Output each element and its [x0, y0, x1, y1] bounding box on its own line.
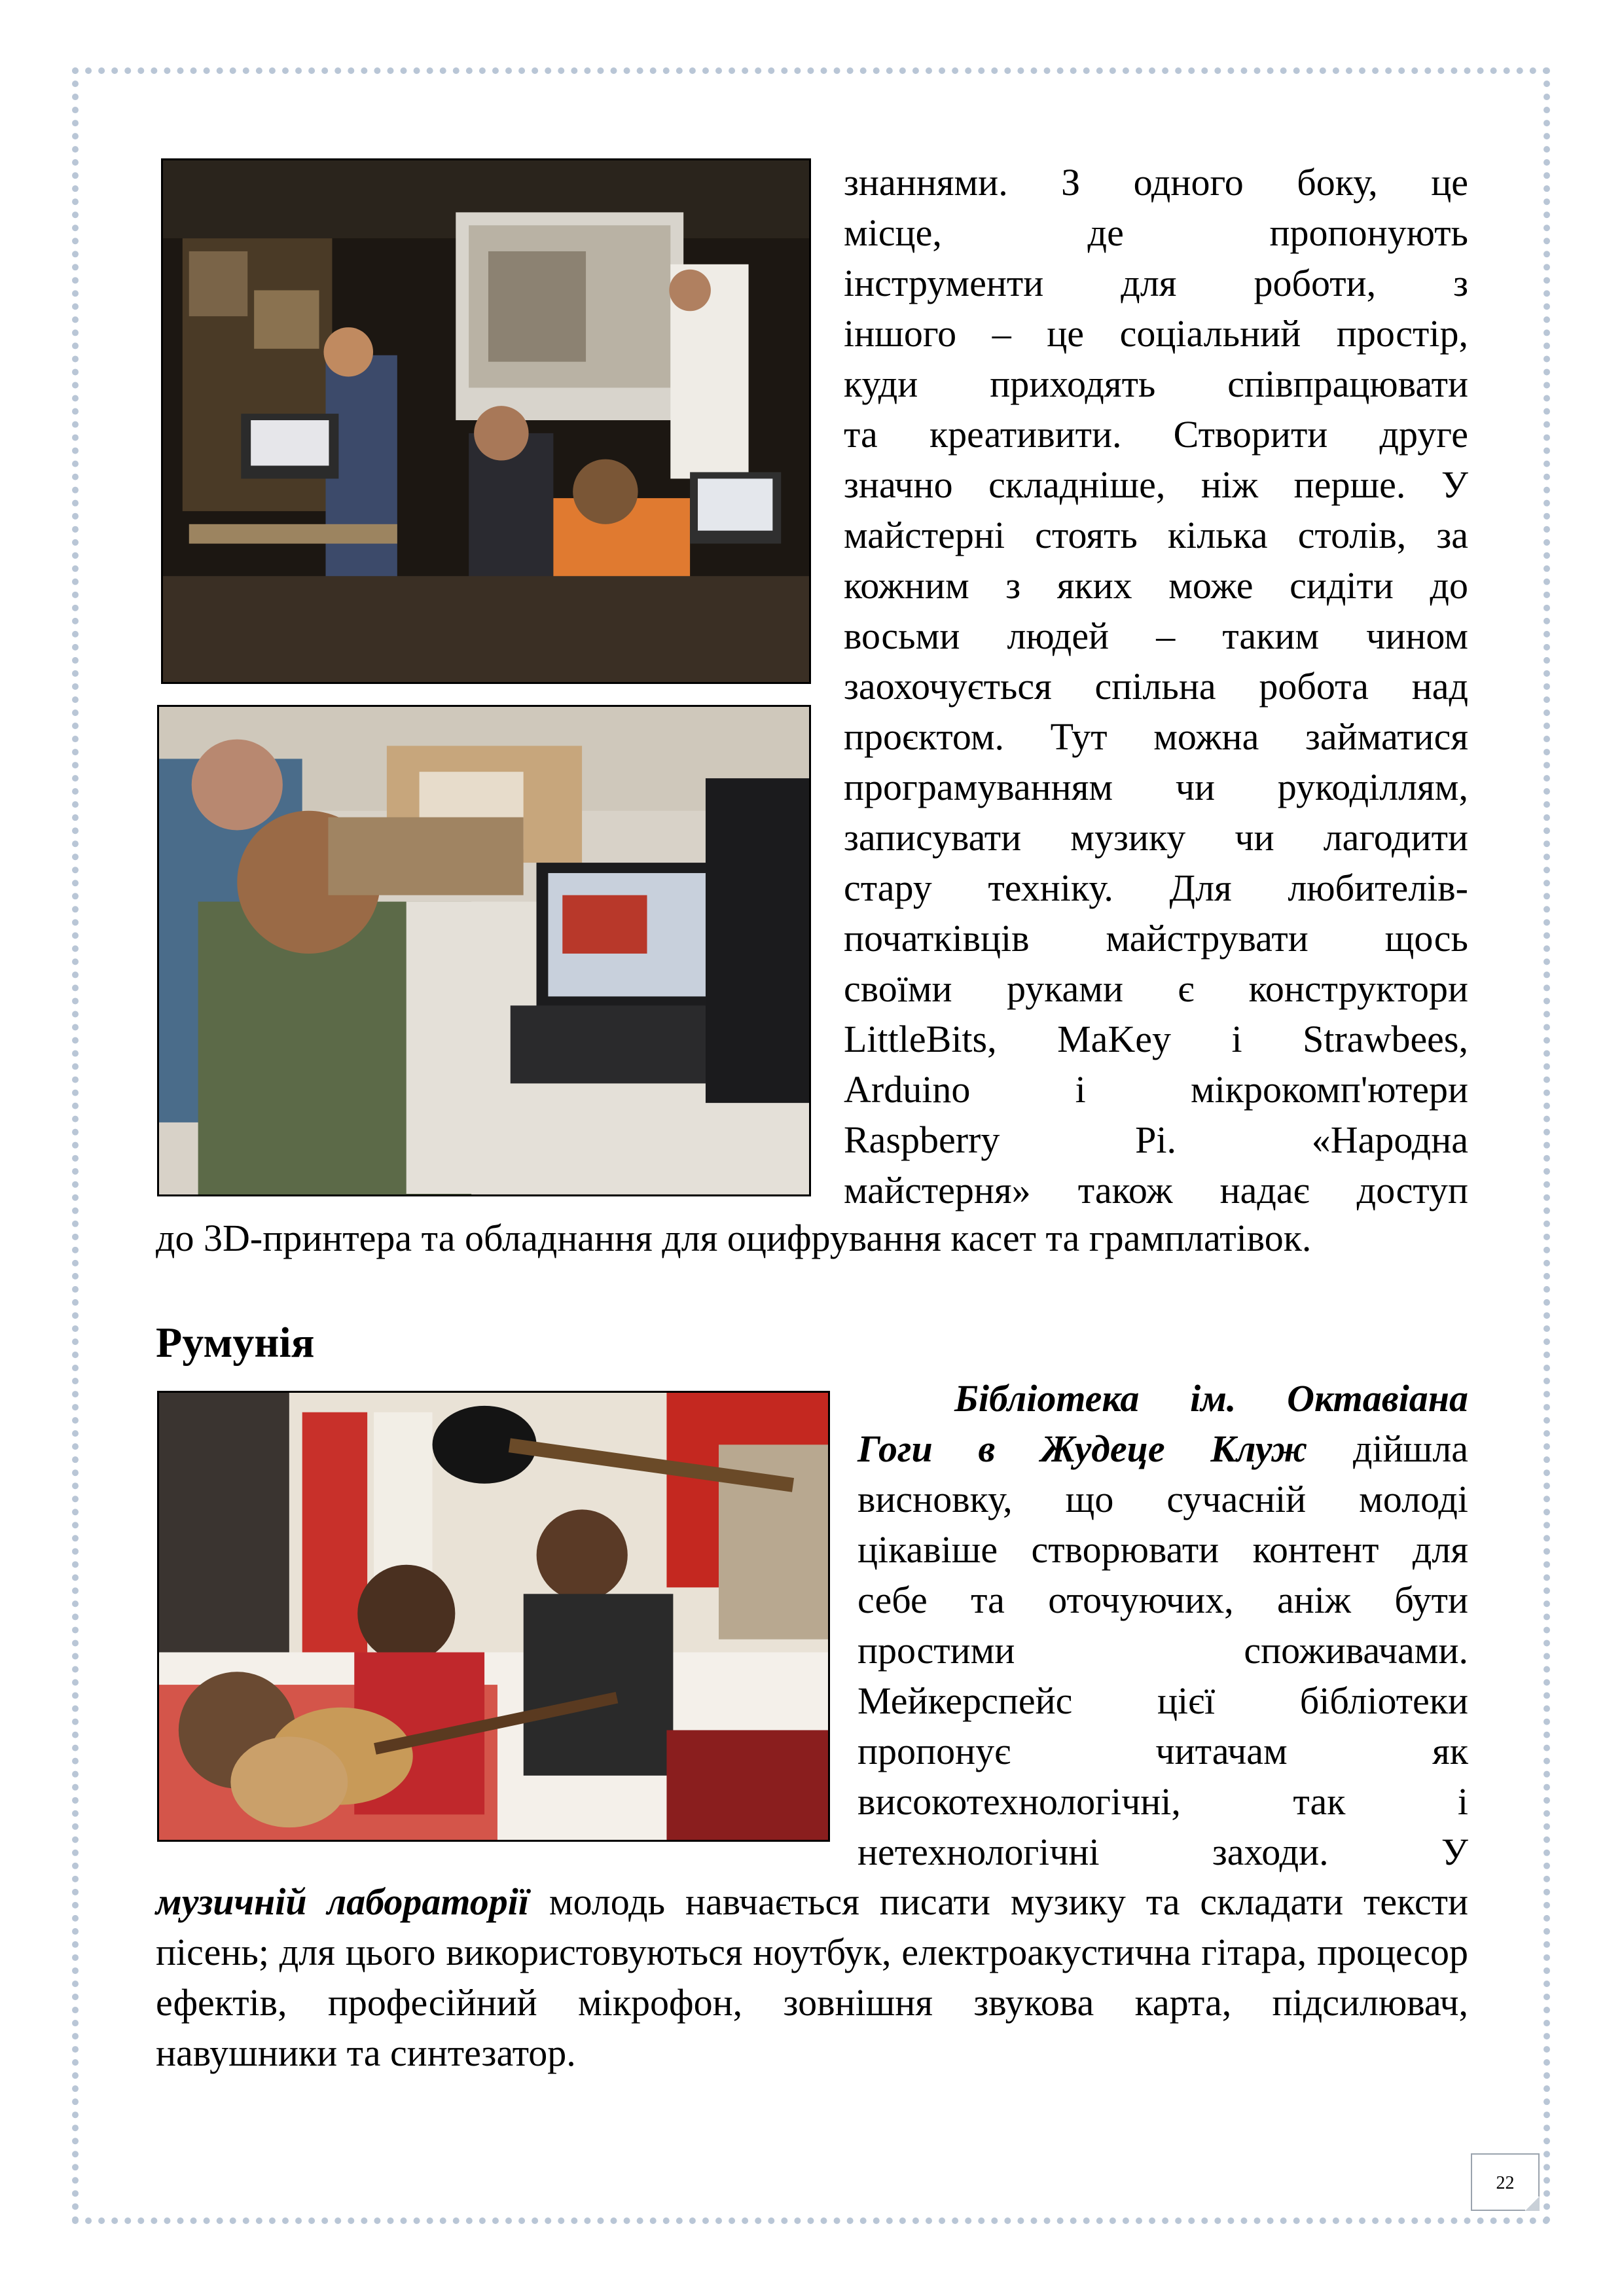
text-column-makerspace [844, 157, 1468, 1215]
col1-line: значно складніше, ніж перше. У [844, 463, 1468, 506]
photo-workshop-projector [161, 158, 811, 684]
paragraph-text: до 3D-принтера та обладнання для оцифрування касет та грамплатівок. [156, 1217, 1312, 1259]
photo-music-lab-guitars [157, 1391, 830, 1842]
library-name: Бібліотека ім. Октавіана Гоги в Жудеце Клуж [857, 1377, 1468, 1470]
col1-line: кожним з яких може сидіти до [844, 564, 1468, 607]
paragraph-text: молодь навчається писати музику та складати тексти пісень; для цього використовуються ноутбук, електроакустична гітара, процесор ефектів, професійний мікрофон, зовнішня звукова карта, підсилювач, навушники та синтезатор. [156, 1880, 1468, 2074]
text-column-romania [857, 1373, 1468, 1877]
section-heading-romania: Румунія [156, 1319, 315, 1367]
music-lab-term: музичній лабораторії [156, 1880, 530, 1923]
col1-line: та креативити. Створити друге [844, 413, 1468, 456]
col1-line: майстерні стоять кілька столів, за [844, 514, 1468, 556]
col1-line: інструменти для роботи, з [844, 262, 1468, 304]
paragraph-continuation [156, 1213, 1468, 1263]
col1-line: заохочується спільна робота над [844, 665, 1468, 708]
page-number: 22 [1471, 2153, 1540, 2211]
col1-line: проєктом. Тут можна займатися [844, 715, 1468, 758]
col1-line: початківців майструвати щось [844, 917, 1468, 960]
paragraph-romania [857, 1373, 1468, 1877]
col1-line: стару техніку. Для любителів- [844, 867, 1468, 909]
col1-line: програмуванням чи рукоділлям, [844, 766, 1468, 808]
col1-line: майстерня» також надає доступ [844, 1169, 1468, 1211]
paragraph-music-lab [156, 1876, 1468, 2078]
col1-line: іншого – це соціальний простір, [844, 312, 1468, 355]
col1-line: куди приходять співпрацювати [844, 363, 1468, 405]
col1-line: восьми людей – таким чином [844, 615, 1468, 657]
col1-line: Arduino і мікрокомп'ютери [844, 1068, 1468, 1111]
col1-line: знаннями. З одного боку, це [844, 161, 1468, 204]
photo-laptop-workbench [157, 705, 811, 1196]
col1-line: LittleBits, MaKey і Strawbees, [844, 1018, 1468, 1060]
col1-line: своїми руками є конструктори [844, 967, 1468, 1010]
paragraph-music-lab-text [156, 1876, 1468, 2078]
col1-line: місце, де пропонують [844, 211, 1468, 254]
paragraph-text: дійшла висновку, що сучасній молоді цікавіше створювати контент для себе та оточуючих, аніж бути простими споживачами. Мейкерспейс цієї бібліотеки пропонує читачам як високотехнологічні, так і нетехнологічні заходи. У [857, 1427, 1469, 1873]
col1-line: Raspberry Pi. «Народна [844, 1119, 1468, 1161]
col1-line: записувати музику чи лагодити [844, 816, 1468, 859]
